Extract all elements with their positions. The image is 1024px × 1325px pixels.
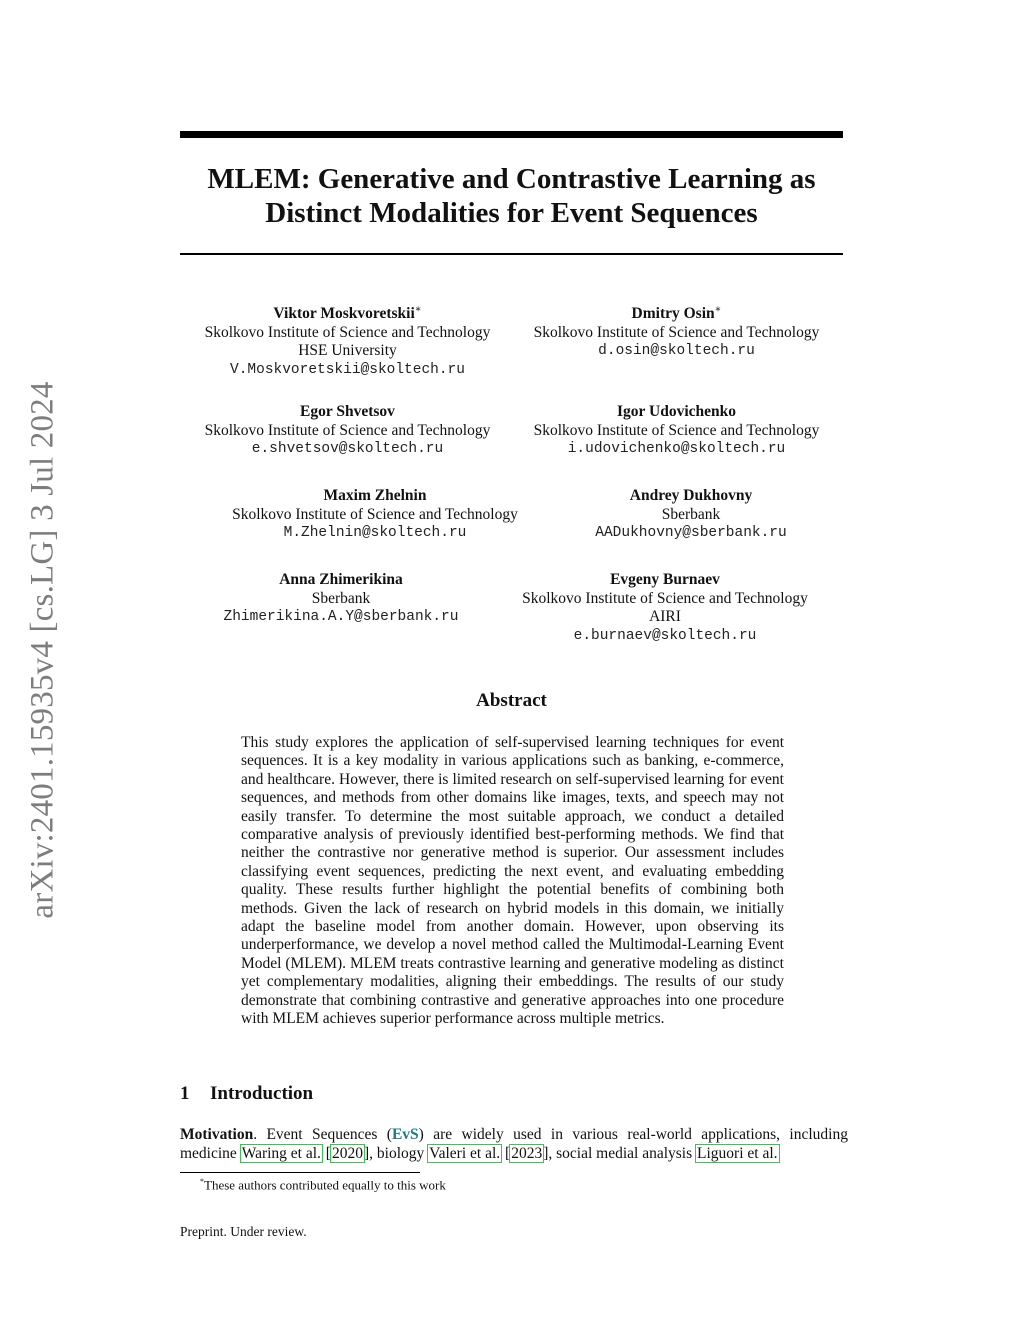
author-name: Dmitry Osin∗ — [631, 304, 722, 323]
author-name: Andrey Dukhovny — [629, 487, 753, 504]
title-top-rule — [180, 131, 843, 138]
author-block — [180, 301, 515, 379]
author-affiliation: AIRI — [649, 608, 681, 625]
author-email[interactable]: AADukhovny@sberbank.ru — [595, 525, 787, 541]
intro-text: , biology — [369, 1145, 429, 1162]
citation-year-link[interactable]: 2020 — [331, 1145, 363, 1162]
acronym-link[interactable]: EvS — [391, 1126, 419, 1143]
author-name: Maxim Zhelnin — [323, 487, 427, 504]
author-affiliation: Skolkovo Institute of Science and Technology — [522, 589, 808, 607]
paper-title — [180, 162, 843, 230]
author-affiliation: Skolkovo Institute of Science and Technology — [204, 323, 491, 341]
citation-link[interactable]: Waring et al. — [241, 1145, 321, 1162]
section-number: 1 — [180, 1083, 190, 1104]
author-block — [190, 571, 492, 627]
author-block — [560, 487, 822, 543]
author-name: Igor Udovichenko — [617, 403, 736, 420]
author-block — [515, 403, 838, 459]
author-email[interactable]: e.burnaev@skoltech.ru — [573, 627, 757, 644]
author-email[interactable]: e.shvetsov@skoltech.ru — [251, 441, 444, 457]
citation-year-link[interactable]: 2023 — [511, 1145, 543, 1162]
author-affiliation: Skolkovo Institute of Science and Technology — [204, 421, 491, 439]
abstract-heading: Abstract — [476, 690, 547, 711]
paragraph-lead: Motivation — [180, 1126, 254, 1143]
intro-paragraph: Motivation. Event Sequences (EvS) are widely used in various real-world applications, including medicine Waring et al. [2020], biology Valeri et al. [2023], social medial analysis Liguori et al. — [180, 1126, 848, 1162]
author-email[interactable]: d.osin@skoltech.ru — [598, 343, 755, 360]
citation-link[interactable]: Valeri et al. — [429, 1145, 501, 1162]
intro-text: . Event Sequences ( — [253, 1126, 392, 1143]
section-title: Introduction — [210, 1083, 314, 1104]
section-heading — [180, 1083, 313, 1105]
footnote-rule — [180, 1172, 420, 1173]
footnote — [200, 1177, 446, 1193]
author-affiliation: HSE University — [298, 342, 397, 360]
author-affiliation: Skolkovo Institute of Science and Technology — [533, 323, 820, 341]
intro-text: ) are widely used in various real-world applications, including medicine — [180, 1126, 848, 1162]
author-block — [180, 403, 515, 459]
author-email[interactable]: Zhimerikina.A.Y@sberbank.ru — [223, 609, 459, 625]
author-affiliation: Sberbank — [661, 505, 721, 523]
author-email[interactable]: M.Zhelnin@skoltech.ru — [283, 525, 467, 541]
footnote-text: These authors contributed equally to this work — [204, 1177, 446, 1193]
abstract-text: This study explores the application of self-supervised learning techniques for event sequences. It is a key modality in various applications such as banking, e-commerce, and healthcare. However, there is limited research on self-supervised learning for event sequences, and methods from other domains like images, texts, and speech may not easily transfer. To determine the most suitable approach, we conduct a detailed comparative analysis of previously identified best-performing methods. We find that neither the contrastive nor generative method is superior. Our assessment includes classifying event sequences, predicting the next event, and evaluating embedding quality. These results further highlight the potential benefits of combining both methods. Given the lack of research on hybrid models in this domain, we initially adapt the baseline model from another domain. However, upon observing its underperformance, we develop a novel method called the Multimodal-Learning Event Model (MLEM). MLEM treats contrastive learning and generative modeling as distinct yet complementary modalities, aligning their embeddings. The results of our study demonstrate that combining contrastive and generative approaches into one procedure with MLEM achieves superior performance across multiple metrics. — [241, 734, 784, 1028]
arxiv-identifier: arXiv:2401.15935v4 [cs.LG] 3 Jul 2024 — [24, 381, 61, 919]
author-name: Evgeny Burnaev — [610, 571, 720, 588]
author-block — [210, 487, 540, 543]
author-email[interactable]: V.Moskvoretskii@skoltech.ru — [230, 361, 465, 378]
author-block — [515, 301, 838, 361]
author-block — [500, 571, 830, 645]
footnote-mark: * — [200, 1177, 204, 1186]
title-line-1: MLEM: Generative and Contrastive Learning as — [207, 163, 816, 195]
intro-text: , social medial analysis — [548, 1145, 697, 1162]
citation-link[interactable]: Liguori et al. — [697, 1145, 778, 1162]
author-name: Egor Shvetsov — [300, 403, 395, 420]
preprint-note: Preprint. Under review. — [180, 1224, 307, 1239]
author-affiliation: Skolkovo Institute of Science and Technology — [232, 505, 518, 523]
author-name: Viktor Moskvoretskii∗ — [273, 304, 422, 323]
author-email[interactable]: i.udovichenko@skoltech.ru — [567, 441, 786, 457]
author-name: Anna Zhimerikina — [279, 571, 403, 588]
author-affiliation: Skolkovo Institute of Science and Technology — [533, 421, 820, 439]
title-bottom-rule — [180, 253, 843, 255]
author-affiliation: Sberbank — [311, 589, 371, 607]
title-line-2: Distinct Modalities for Event Sequences — [265, 197, 758, 229]
